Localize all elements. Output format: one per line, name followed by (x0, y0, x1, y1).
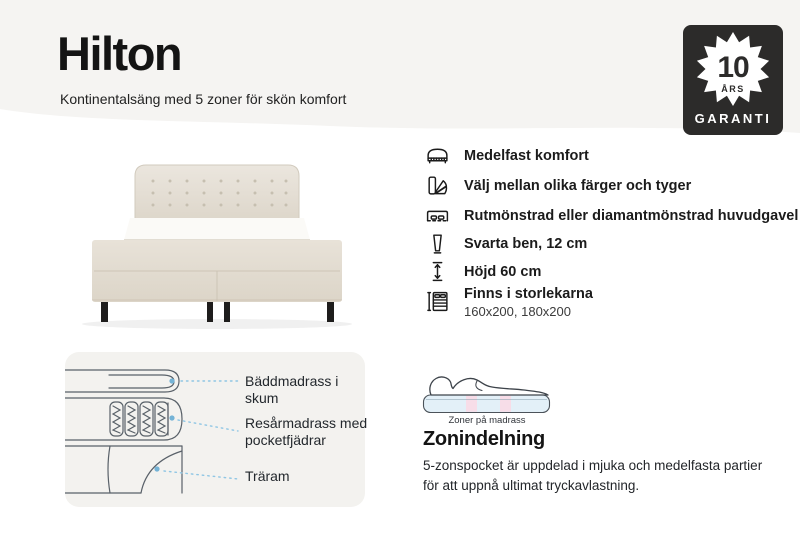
feature-legs (424, 230, 587, 257)
guarantee-years-label: ÅRS (721, 84, 745, 94)
bed-leg-icon (424, 230, 451, 257)
feature-sizes-text (464, 286, 593, 319)
construction-label-springs: Resårmadrass med pocketfjädrar (245, 415, 368, 449)
bed-product-image (60, 140, 390, 340)
zones-heading: Zonindelning (423, 428, 545, 450)
feature-label: Medelfast komfort (464, 147, 589, 164)
feature-height (424, 258, 541, 285)
feature-sizes (424, 286, 593, 319)
guarantee-label: GARANTI (694, 111, 772, 126)
page-title: Hilton (57, 27, 182, 80)
feature-label: Höjd 60 cm (464, 263, 542, 280)
height-arrow-icon (424, 258, 451, 285)
feature-list (424, 140, 799, 340)
feature-label: Rutmönstrad eller diamantmönstrad huvudgavel (464, 207, 799, 224)
zones-caption: Zoner på madrass (448, 415, 526, 426)
zones-body: 5-zonspocket är uppdelad i mjuka och medelfasta partier för att uppnå ultimat tryckavlastning. (423, 458, 763, 493)
zones-illustration (422, 368, 552, 416)
construction-label-frame: Träram (245, 468, 290, 484)
guarantee-years-number: 10 (717, 51, 749, 84)
page-subtitle: Kontinentalsäng med 5 zoner för skön komfort (60, 91, 347, 107)
feature-label: Finns i storlekarna (464, 286, 593, 302)
feature-comfort (424, 142, 589, 169)
feature-label: Svarta ben, 12 cm (464, 235, 588, 252)
guarantee-badge (683, 25, 783, 135)
feature-headboard (424, 202, 798, 229)
feature-sublabel: 160x200, 180x200 (464, 304, 571, 319)
construction-label-topper: Bäddmadrass i skum (245, 373, 339, 407)
headboard-icon (424, 202, 451, 229)
construction-panel (65, 352, 368, 507)
mattress-icon (424, 142, 451, 169)
bed-sizes-icon (424, 288, 451, 315)
feature-label: Välj mellan olika färger och tyger (464, 177, 692, 194)
fabric-swatches-icon (424, 172, 451, 199)
feature-fabrics (424, 172, 691, 199)
